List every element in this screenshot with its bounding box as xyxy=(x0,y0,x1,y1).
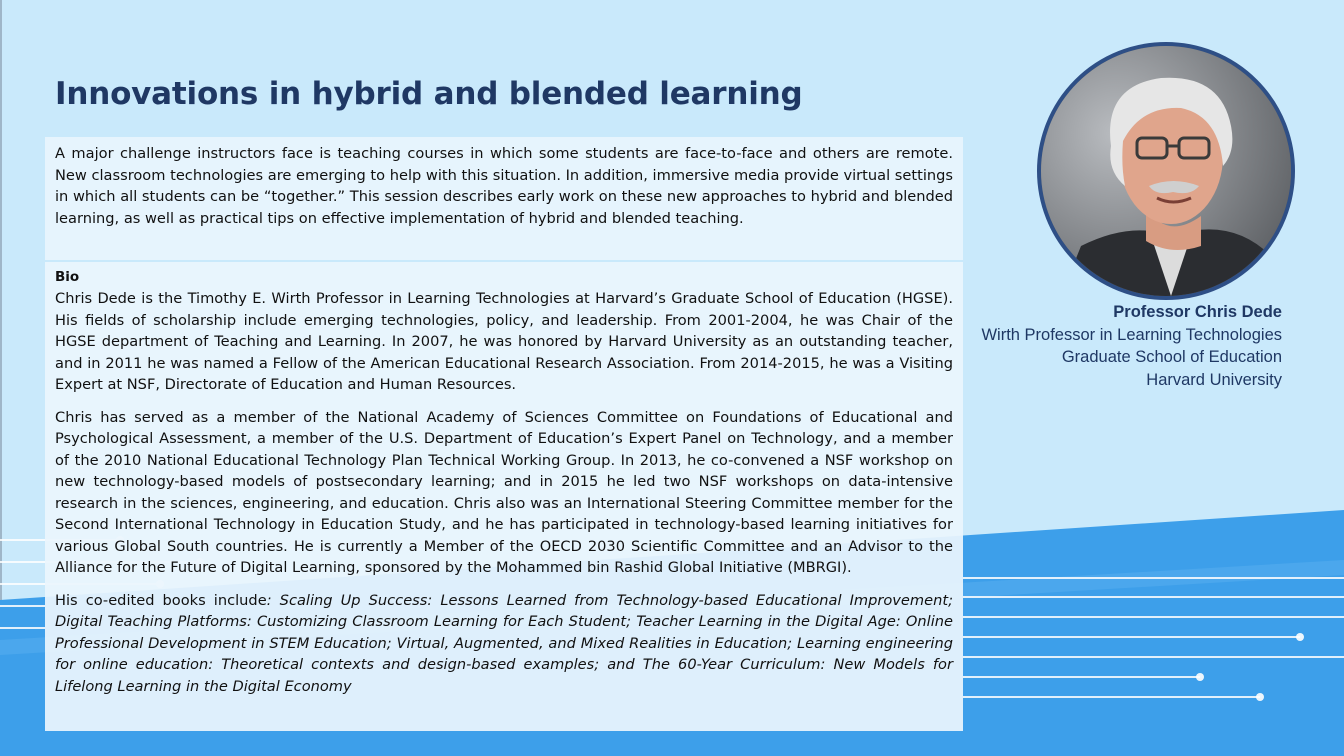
bio-books-paragraph xyxy=(55,590,953,698)
speaker-school: Graduate School of Education xyxy=(1061,348,1282,366)
bio-paragraph-2: Chris has served as a member of the National Academy of Sciences Committee on Foundations of Educational and Psychological Assessment, a member of the U.S. Department of Education’s Expert Panel on Technology, and a member of the 2010 National Educational Technology Plan Technical Working Group. In 2013, he co-convened a NSF workshop on new technology-based models of postsecondary learning; and in 2015 he led two NSF workshops on data-intensive research in the sciences, engineering, and education. Chris also was an International Steering Committee member for the Second International Technology in Education Study, and he has participated in technology-based learning initiatives for various Global South countries. He is currently a Member of the OECD 2030 Scientific Committee and an Advisor to the Alliance for the Future of Digital Learning, sponsored by the Mohammed bin Rashid Global Initiative (MBRGI). xyxy=(55,408,953,576)
speaker-caption xyxy=(981,301,1282,391)
speaker-portrait-icon xyxy=(1041,46,1291,296)
abstract-text: A major challenge instructors face is teaching courses in which some students are face-to-face and others are remote. New classroom technologies are emerging to help with this situation. In addition, immersive media provide virtual settings in which all students can be “together.” This session describes early work on these new approaches to hybrid and blended learning, as well as practical tips on effective implementation of hybrid and blended teaching. xyxy=(55,145,953,227)
abstract-box xyxy=(45,137,963,260)
bio-heading: Bio xyxy=(55,269,80,285)
speaker-photo xyxy=(1037,42,1295,300)
speaker-position: Wirth Professor in Learning Technologies xyxy=(981,325,1282,344)
speaker-university: Harvard University xyxy=(1146,370,1282,389)
bio-box xyxy=(45,262,963,731)
books-intro: His co-edited books include xyxy=(55,591,267,609)
books-list: : Scaling Up Success: Lessons Learned from Technology-based Educational Improvement; Digital Teaching Platforms: Customizing Classroom Learning for Each Student; Teacher Learning in the Digital Age: Online Professional Development in STEM Education; Virtual, Augmented, and Mixed Realities in Education; Learning engineering for online education: Theoretical contexts and design-based examples; and The 60-Year Curriculum: New Models for Lifelong Learning in the Digital Economy xyxy=(55,591,953,695)
speaker-name: Professor Chris Dede xyxy=(1113,303,1282,321)
slide-title: Innovations in hybrid and blended learning xyxy=(55,76,803,112)
bio-paragraph-1: Chris Dede is the Timothy E. Wirth Professor in Learning Technologies at Harvard’s Graduate School of Education (HGSE). His fields of scholarship include emerging technologies, policy, and leadership. From 2001-2004, he was Chair of the HGSE department of Teaching and Learning. In 2007, he was honored by Harvard University as an outstanding teacher, and in 2011 he was named a Fellow of the American Educational Research Association. From 2014-2015, he was a Visiting Expert at NSF, Directorate of Education and Human Resources. xyxy=(55,290,953,393)
